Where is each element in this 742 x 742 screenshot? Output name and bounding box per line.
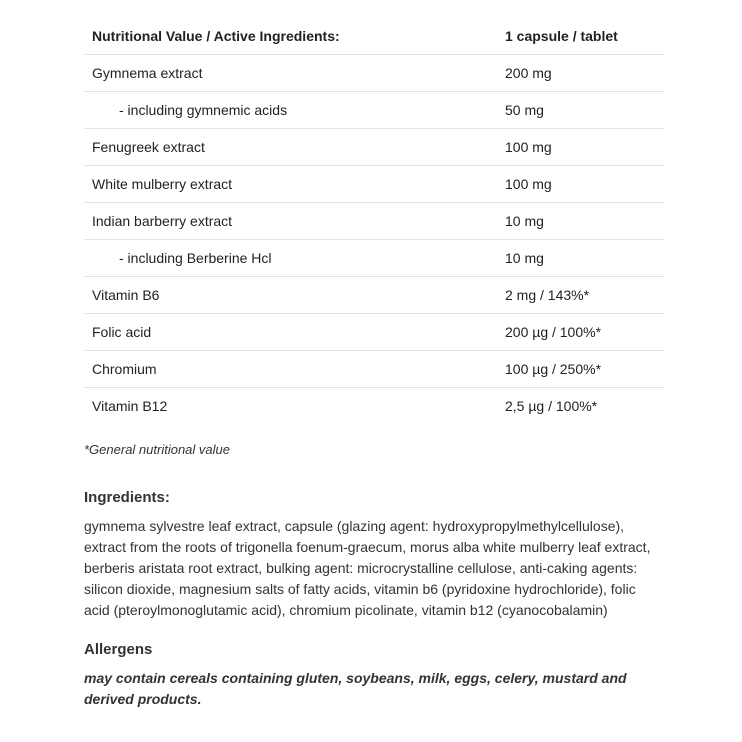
table-row: [84, 351, 664, 388]
table-row: [84, 129, 664, 166]
ingredient-amount: 100 mg: [497, 166, 664, 203]
nutrition-table: [84, 18, 664, 424]
ingredient-amount: 10 mg: [497, 203, 664, 240]
ingredient-amount: 100 mg: [497, 129, 664, 166]
ingredient-name: Vitamin B12: [92, 398, 168, 414]
table-row: [84, 203, 664, 240]
table-row: [84, 166, 664, 203]
header-name: Nutritional Value / Active Ingredients:: [84, 18, 497, 55]
ingredient-name: Chromium: [84, 351, 497, 388]
ingredient-amount: 200 µg / 100%*: [497, 314, 664, 351]
ingredients-heading: Ingredients:: [84, 489, 170, 506]
ingredient-amount: 100 µg / 250%*: [497, 351, 664, 388]
table-row: [84, 388, 664, 425]
ingredient-name: Vitamin B6: [84, 277, 497, 314]
allergens-text: may contain cereals containing gluten, soybeans, milk, eggs, celery, mustard and derived products.: [84, 670, 627, 707]
ingredient-name: White mulberry extract: [84, 166, 497, 203]
ingredient-amount: 200 mg: [497, 55, 664, 92]
ingredient-name: - including gymnemic acids: [84, 92, 497, 129]
table-row: [84, 55, 664, 92]
table-row: [84, 314, 664, 351]
table-row: [84, 240, 664, 277]
table-row: [84, 92, 664, 129]
table-row: [84, 277, 664, 314]
ingredient-amount: 2 mg / 143%*: [497, 277, 664, 314]
ingredient-name: - including Berberine Hcl: [84, 240, 497, 277]
ingredient-name: Folic acid: [84, 314, 497, 351]
ingredient-name: Indian barberry extract: [84, 203, 497, 240]
ingredient-amount: 2,5 µg / 100%*: [505, 398, 598, 414]
ingredient-name: Gymnema extract: [84, 55, 497, 92]
footnote: *General nutritional value: [84, 442, 230, 457]
ingredients-text: gymnema sylvestre leaf extract, capsule (glazing agent: hydroxypropylmethylcellulose), extract from the roots of trigonella foenum-graecum, morus alba white mulberry leaf extract, berberis aristata root extract, bulking agent: microcrystalline cellulose, anti-caking agents: silicon dioxide, magnesium salts of fatty acids, vitamin b6 (pyridoxine hydrochloride), folic acid (pteroylmonoglutamic acid), chromium picolinate, vitamin b12 (cyanocobalamin): [84, 518, 651, 618]
table-header-row: [84, 18, 664, 55]
allergens-heading: Allergens: [84, 641, 153, 658]
product-info-page: [84, 18, 664, 710]
header-amount: 1 capsule / tablet: [497, 18, 664, 55]
ingredient-amount: 50 mg: [497, 92, 664, 129]
ingredient-amount: 10 mg: [497, 240, 664, 277]
ingredient-name: Fenugreek extract: [84, 129, 497, 166]
